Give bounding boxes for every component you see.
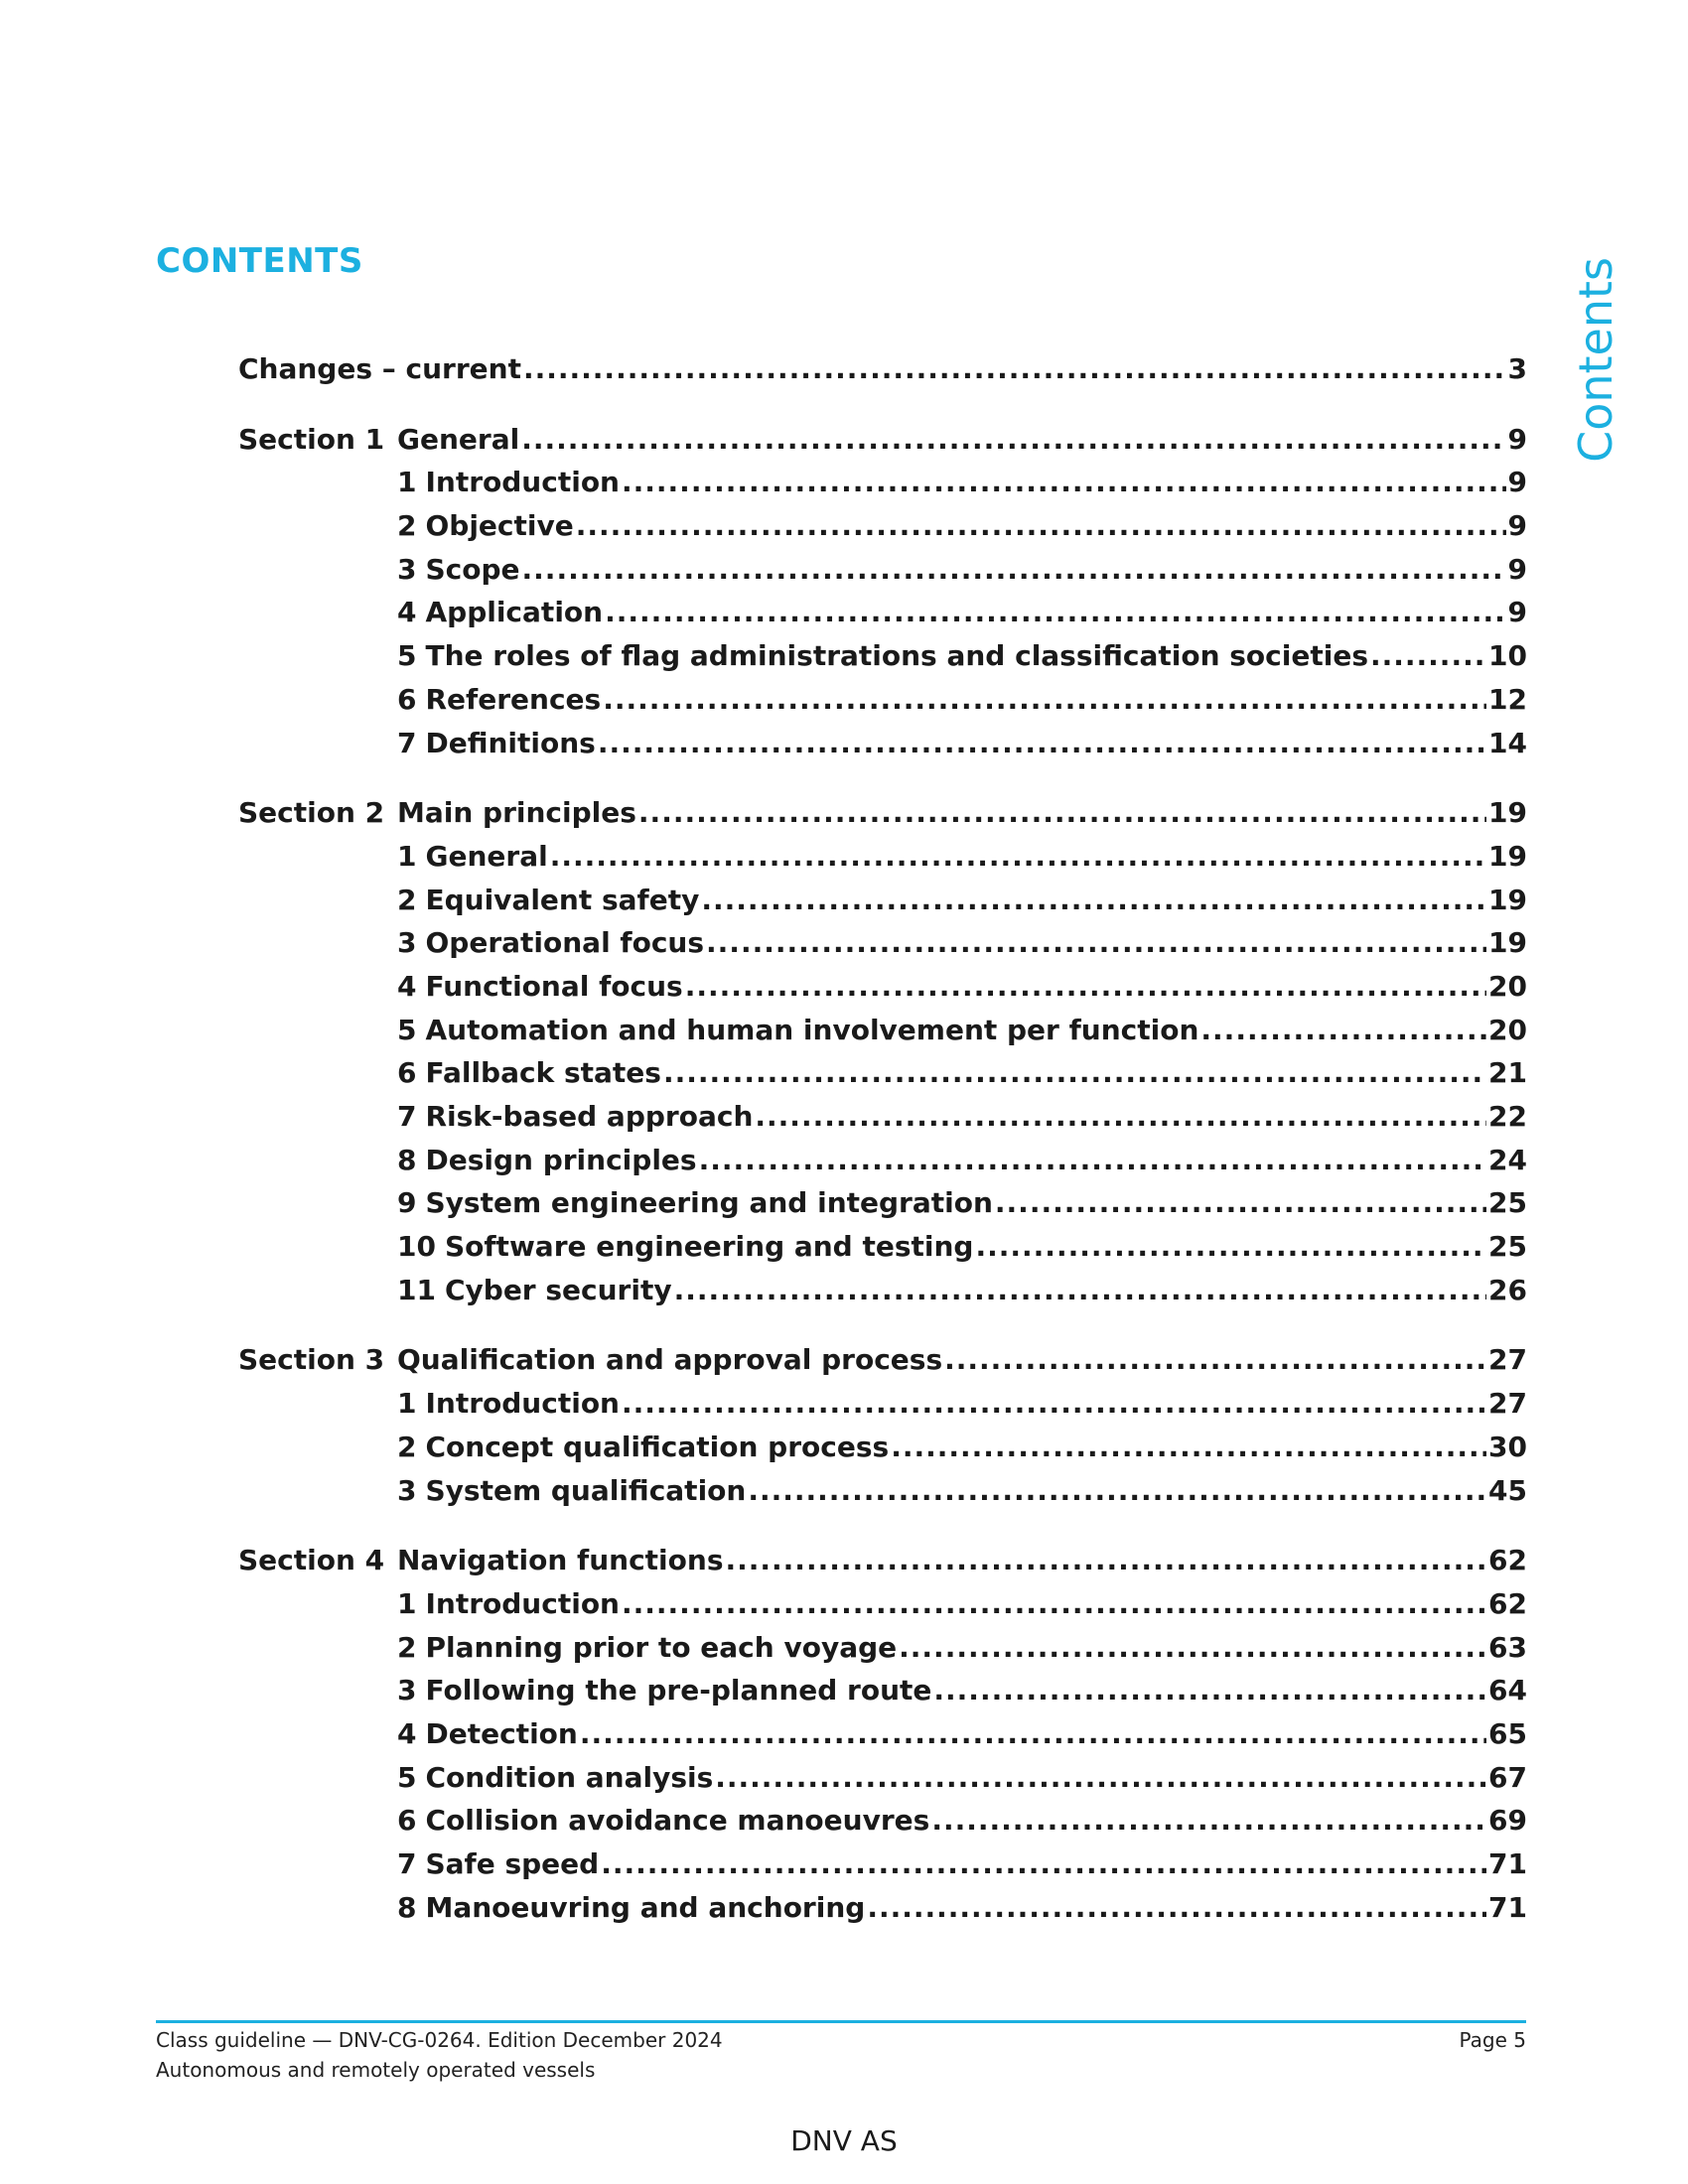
toc-page-number: 30 — [1488, 1430, 1527, 1463]
toc-entry[interactable] — [238, 548, 1527, 592]
toc-entry-number: 7 — [397, 1100, 417, 1133]
toc-entry[interactable] — [238, 1843, 1527, 1886]
toc-section-entry[interactable] — [238, 418, 1527, 462]
toc-entry[interactable] — [238, 1582, 1527, 1626]
toc-entry[interactable] — [238, 965, 1527, 1009]
toc-group — [238, 418, 1527, 765]
toc-entry[interactable] — [238, 879, 1527, 922]
toc-entry-title: Safe speed — [425, 1847, 600, 1880]
toc-entry[interactable] — [238, 461, 1527, 504]
toc-entry[interactable] — [238, 1051, 1527, 1095]
toc-dot-leader — [598, 722, 1486, 765]
toc-entry-title: Detection — [425, 1716, 578, 1750]
toc-dot-leader — [931, 1799, 1486, 1843]
toc-dot-leader — [521, 418, 1505, 462]
toc-entry-title: Design principles — [425, 1143, 697, 1176]
toc-dot-leader — [550, 835, 1486, 879]
toc-entry[interactable] — [238, 591, 1527, 634]
toc-section-label: Section 2 — [238, 796, 385, 830]
toc-entry[interactable] — [238, 921, 1527, 965]
toc-page-number: 25 — [1488, 1230, 1527, 1264]
toc-entry[interactable] — [238, 1886, 1527, 1930]
toc-entry-number: 1 — [397, 1387, 417, 1421]
toc-group — [238, 1539, 1527, 1929]
toc-entry-title: Following the pre-planned route — [425, 1674, 932, 1707]
toc-entry-number: 6 — [397, 1804, 417, 1838]
toc-entry[interactable] — [238, 1799, 1527, 1843]
toc-page-number: 10 — [1488, 639, 1527, 673]
toc-entry[interactable] — [238, 504, 1527, 548]
toc-entry[interactable] — [238, 1009, 1527, 1052]
toc-group — [238, 791, 1527, 1311]
toc-entry-title: Navigation functions — [397, 1544, 724, 1577]
toc-dot-leader — [701, 879, 1486, 922]
toc-entry-title: Functional focus — [425, 969, 683, 1003]
footer-document-title: Class guideline — DNV-CG-0264. Edition December 2024 — [156, 2028, 723, 2052]
toc-dot-leader — [663, 1051, 1486, 1095]
toc-page-number: 25 — [1488, 1186, 1527, 1220]
toc-entry-title: Changes – current — [238, 352, 521, 385]
toc-page-number: 63 — [1488, 1630, 1527, 1664]
toc-entry-title: Concept qualification process — [425, 1430, 890, 1463]
toc-entry-number: 1 — [397, 839, 417, 873]
toc-dot-leader — [522, 548, 1506, 592]
toc-entry-number: 8 — [397, 1890, 417, 1924]
toc-entry-title: Collision avoidance manoeuvres — [425, 1804, 930, 1838]
toc-entry-number: 6 — [397, 1056, 417, 1090]
toc-entry-number: 3 — [397, 1674, 417, 1707]
toc-group — [238, 347, 1527, 391]
toc-dot-leader — [933, 1669, 1486, 1712]
toc-dot-leader — [975, 1225, 1486, 1269]
toc-page-number: 62 — [1488, 1544, 1527, 1577]
toc-entry-title: Fallback states — [425, 1056, 661, 1090]
toc-page-number: 67 — [1488, 1760, 1527, 1794]
toc-entry-number: 5 — [397, 1013, 417, 1046]
toc-dot-leader — [715, 1756, 1486, 1800]
toc-entry[interactable] — [238, 1269, 1527, 1312]
toc-dot-leader — [605, 591, 1505, 634]
toc-entry-title: Main principles — [397, 796, 636, 830]
toc-entry-title: Qualification and approval process — [397, 1343, 943, 1377]
toc-page-number: 9 — [1507, 596, 1527, 629]
toc-page-number: 64 — [1488, 1674, 1527, 1707]
toc-section-entry[interactable] — [238, 1539, 1527, 1582]
toc-entry[interactable] — [238, 1469, 1527, 1513]
toc-entry-title: Software engineering and testing — [444, 1230, 974, 1264]
toc-page-number: 22 — [1488, 1100, 1527, 1133]
toc-entry-number: 4 — [397, 1716, 417, 1750]
toc-dot-leader — [1370, 634, 1486, 678]
toc-dot-leader — [899, 1626, 1486, 1670]
footer-subtitle: Autonomous and remotely operated vessels — [156, 2058, 596, 2082]
toc-section-label: Section 1 — [238, 422, 385, 456]
toc-dot-leader — [601, 1843, 1486, 1886]
toc-page-number: 19 — [1488, 839, 1527, 873]
toc-entry[interactable] — [238, 1181, 1527, 1225]
toc-page-number: 71 — [1488, 1890, 1527, 1924]
toc-entry-number: 4 — [397, 596, 417, 629]
toc-dot-leader — [867, 1886, 1486, 1930]
toc-entry-title: Planning prior to each voyage — [425, 1630, 898, 1664]
toc-dot-leader — [944, 1338, 1486, 1382]
toc-entry-number: 2 — [397, 509, 417, 543]
toc-page-number: 9 — [1507, 509, 1527, 543]
toc-entry-title: Equivalent safety — [425, 883, 700, 916]
toc-entry[interactable] — [238, 1139, 1527, 1182]
toc-dot-leader — [1200, 1009, 1486, 1052]
toc-group — [238, 1338, 1527, 1512]
toc-entry-number: 11 — [397, 1273, 436, 1306]
toc-entry[interactable] — [238, 634, 1527, 678]
toc-page-number: 65 — [1488, 1716, 1527, 1750]
toc-entry[interactable] — [238, 1095, 1527, 1139]
toc-entry-title: Operational focus — [425, 926, 705, 960]
footer-divider — [156, 2020, 1526, 2023]
toc-entry-title: Application — [425, 596, 604, 629]
toc-entry[interactable] — [238, 1669, 1527, 1712]
toc-entry-number: 3 — [397, 926, 417, 960]
toc-dot-leader — [580, 1712, 1486, 1756]
toc-dot-leader — [603, 678, 1486, 722]
toc-entry-number: 2 — [397, 1430, 417, 1463]
toc-dot-leader — [622, 1582, 1486, 1626]
toc-entry[interactable] — [238, 722, 1527, 765]
toc-dot-leader — [523, 347, 1506, 391]
toc-page-number: 20 — [1488, 969, 1527, 1003]
toc-dot-leader — [725, 1539, 1486, 1582]
toc-entry-title: Cyber security — [444, 1273, 672, 1306]
toc-dot-leader — [622, 461, 1506, 504]
toc-entry-number: 7 — [397, 1847, 417, 1880]
toc-entry[interactable] — [238, 678, 1527, 722]
toc-page-number: 14 — [1488, 726, 1527, 759]
toc-page-number: 3 — [1507, 352, 1527, 385]
toc-dot-leader — [755, 1095, 1486, 1139]
toc-entry-number: 5 — [397, 639, 417, 673]
toc-section-entry[interactable] — [238, 1338, 1527, 1382]
toc-dot-leader — [576, 504, 1506, 548]
toc-page-number: 69 — [1488, 1804, 1527, 1838]
toc-dot-leader — [638, 791, 1486, 835]
toc-entry-number: 8 — [397, 1143, 417, 1176]
toc-entry-title: Introduction — [425, 466, 620, 499]
toc-entry-title: Risk-based approach — [425, 1100, 754, 1133]
toc-entry-title: System qualification — [425, 1473, 747, 1507]
toc-page-number: 26 — [1488, 1273, 1527, 1306]
footer-page-number: Page 5 — [1459, 2028, 1526, 2052]
toc-entry[interactable] — [238, 1426, 1527, 1469]
toc-page-number: 45 — [1488, 1473, 1527, 1507]
toc-entry-title: References — [425, 682, 602, 716]
toc-entry-number: 6 — [397, 682, 417, 716]
toc-entry-number: 3 — [397, 552, 417, 586]
toc-page-number: 9 — [1507, 552, 1527, 586]
toc-section-label: Section 4 — [238, 1544, 385, 1577]
toc-page-number: 62 — [1488, 1586, 1527, 1620]
toc-entry-number: 3 — [397, 1473, 417, 1507]
toc-entry-title: The roles of flag administrations and classification societies — [425, 639, 1368, 673]
toc-page-number: 21 — [1488, 1056, 1527, 1090]
toc-dot-leader — [685, 965, 1486, 1009]
toc-page-number: 27 — [1488, 1343, 1527, 1377]
toc-entry[interactable] — [238, 347, 1527, 391]
toc-page-number: 9 — [1507, 422, 1527, 456]
toc-dot-leader — [748, 1469, 1486, 1513]
toc-entry-title: Manoeuvring and anchoring — [425, 1890, 866, 1924]
footer-subtitle-line — [156, 2058, 1526, 2082]
toc-page-number: 20 — [1488, 1013, 1527, 1046]
toc-entry-title: Automation and human involvement per function — [425, 1013, 1199, 1046]
toc-entry[interactable] — [238, 835, 1527, 879]
toc-dot-leader — [995, 1181, 1486, 1225]
toc-entry-title: General — [397, 422, 520, 456]
toc-dot-leader — [674, 1269, 1486, 1312]
toc-dot-leader — [706, 921, 1486, 965]
toc-dot-leader — [699, 1139, 1486, 1182]
toc-entry-title: Introduction — [425, 1387, 620, 1421]
toc-page-number: 12 — [1488, 682, 1527, 716]
side-tab-label: Contents — [1569, 256, 1622, 463]
toc-entry-number: 9 — [397, 1186, 417, 1220]
toc-entry-number: 7 — [397, 726, 417, 759]
toc-entry-title: Objective — [425, 509, 574, 543]
toc-entry-title: Condition analysis — [425, 1760, 714, 1794]
toc-page-number: 19 — [1488, 883, 1527, 916]
toc-dot-leader — [622, 1382, 1486, 1426]
toc-entry-number: 10 — [397, 1230, 436, 1264]
footer-doc-line — [156, 2028, 1526, 2052]
toc-entry[interactable] — [238, 1382, 1527, 1426]
toc-page-number: 19 — [1488, 796, 1527, 830]
toc-entry[interactable] — [238, 1756, 1527, 1800]
toc-page-number: 71 — [1488, 1847, 1527, 1880]
toc-page-number: 27 — [1488, 1387, 1527, 1421]
toc-entry[interactable] — [238, 1225, 1527, 1269]
toc-entry[interactable] — [238, 1712, 1527, 1756]
toc-entry-title: General — [425, 839, 548, 873]
contents-side-tab[interactable] — [1564, 256, 1627, 463]
toc-entry-title: System engineering and integration — [425, 1186, 993, 1220]
toc-entry-number: 4 — [397, 969, 417, 1003]
toc-entry-number: 2 — [397, 1630, 417, 1664]
toc-dot-leader — [891, 1426, 1486, 1469]
toc-entry-title: Introduction — [425, 1586, 620, 1620]
toc-page-number: 24 — [1488, 1143, 1527, 1176]
toc-entry-number: 1 — [397, 466, 417, 499]
toc-entry-number: 5 — [397, 1760, 417, 1794]
toc-section-label: Section 3 — [238, 1343, 385, 1377]
toc-page-number: 19 — [1488, 926, 1527, 960]
toc-entry-title: Scope — [425, 552, 520, 586]
toc-entry-title: Definitions — [425, 726, 596, 759]
contents-heading: CONTENTS — [156, 241, 363, 281]
table-of-contents — [238, 347, 1527, 1956]
toc-entry[interactable] — [238, 1626, 1527, 1670]
footer-company: DNV AS — [790, 2124, 898, 2157]
toc-entry-number: 2 — [397, 883, 417, 916]
toc-page-number: 9 — [1507, 466, 1527, 499]
toc-section-entry[interactable] — [238, 791, 1527, 835]
toc-entry-number: 1 — [397, 1586, 417, 1620]
